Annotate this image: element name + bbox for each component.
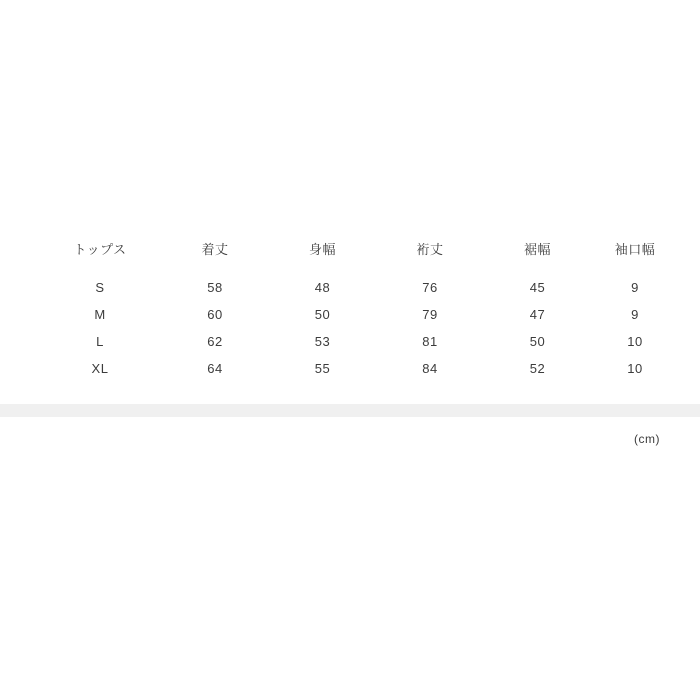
table-row <box>40 328 680 355</box>
section-divider <box>0 404 700 417</box>
column-header-sleeve-length: 裄丈 <box>416 242 444 257</box>
cell-chest-width: 55 <box>314 361 331 376</box>
column-header-length: 着丈 <box>201 242 229 257</box>
cell-hem-width: 52 <box>529 361 546 376</box>
cell-hem-width: 50 <box>529 334 546 349</box>
cell-cuff-width: 10 <box>627 361 643 376</box>
cell-sleeve-length: 79 <box>422 307 438 322</box>
size-table-body <box>40 274 680 382</box>
cell-chest-width: 50 <box>314 307 331 322</box>
size-table-container <box>40 236 660 382</box>
column-header-hem-width: 裾幅 <box>523 242 551 257</box>
cell-chest-width: 53 <box>314 334 331 349</box>
cell-length: 64 <box>207 361 223 376</box>
table-row <box>40 355 680 382</box>
unit-note: (cm) <box>634 432 660 446</box>
column-header-cuff-width: 袖口幅 <box>614 242 656 257</box>
cell-hem-width: 45 <box>529 280 546 295</box>
table-header-row <box>40 236 680 274</box>
table-row <box>40 274 680 301</box>
column-header-chest-width: 身幅 <box>308 242 336 257</box>
cell-sleeve-length: 84 <box>422 361 438 376</box>
size-table <box>40 236 680 382</box>
table-row <box>40 301 680 328</box>
cell-cuff-width: 9 <box>631 280 639 295</box>
cell-cuff-width: 9 <box>631 307 639 322</box>
cell-chest-width: 48 <box>314 280 331 295</box>
row-size-label: M <box>94 307 106 322</box>
cell-sleeve-length: 81 <box>422 334 438 349</box>
cell-length: 58 <box>207 280 223 295</box>
row-size-label: S <box>95 280 105 295</box>
column-header-category: トップス <box>73 242 127 257</box>
cell-cuff-width: 10 <box>627 334 643 349</box>
size-table-header <box>40 236 680 274</box>
cell-length: 60 <box>207 307 223 322</box>
cell-length: 62 <box>207 334 223 349</box>
row-size-label: L <box>96 334 104 349</box>
row-size-label: XL <box>91 361 109 376</box>
cell-sleeve-length: 76 <box>422 280 438 295</box>
cell-hem-width: 47 <box>529 307 546 322</box>
